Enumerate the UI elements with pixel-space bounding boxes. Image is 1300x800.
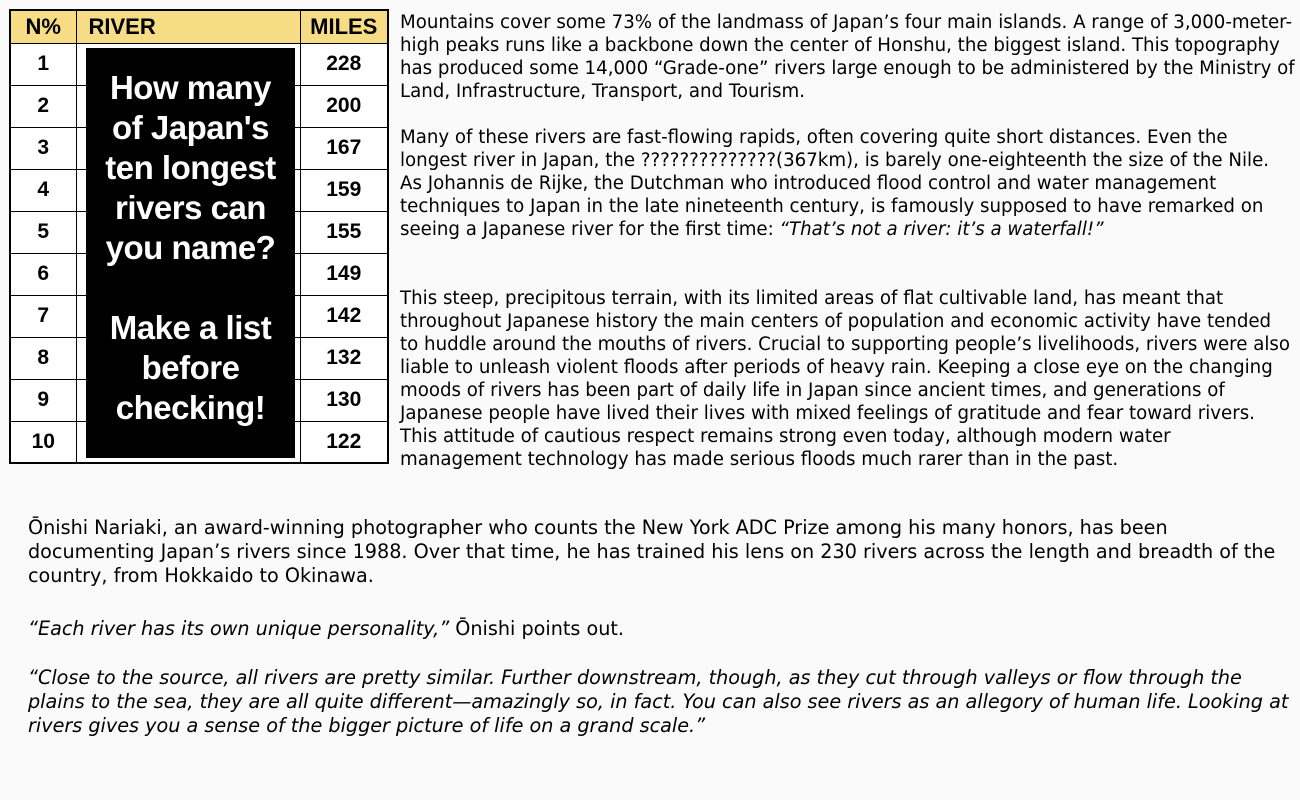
miles-cell: 159 [300, 169, 388, 211]
onishi-quote: “Each river has its own unique personality,” [28, 617, 450, 640]
quiz-instruction-line: before [141, 349, 240, 386]
rank-cell: 5 [10, 211, 76, 253]
rank-cell: 4 [10, 169, 76, 211]
rank-cell: 1 [10, 43, 76, 85]
rank-cell: 3 [10, 127, 76, 169]
rank-cell: 2 [10, 85, 76, 127]
quiz-question-line: rivers can [115, 189, 266, 226]
rank-cell: 6 [10, 253, 76, 295]
miles-cell: 155 [300, 211, 388, 253]
miles-cell: 228 [300, 43, 388, 85]
header-river: RIVER [76, 10, 300, 43]
paragraph-5-text: Ōnishi points out. [449, 617, 625, 640]
quiz-instruction-line: checking! [115, 389, 266, 426]
rank-cell: 7 [10, 295, 76, 337]
quiz-instruction-line: Make a list [109, 309, 272, 346]
rank-cell: 10 [10, 421, 76, 463]
rank-cell: 9 [10, 379, 76, 421]
article-paragraph-6: “Close to the source, all rivers are pretty similar. Further downstream, though, as they cut through valleys or flow through the plains to the sea, they are all quite different—amazingly so, in fact. You can also see rivers as an allegory of human life. Looking at rivers gives you a sense of the bigger picture of life on a grand scale.” [28, 666, 1289, 737]
quiz-question-line: How many [109, 69, 272, 106]
paragraph-2-text: Many of these rivers are fast-flowing rapids, often covering quite short distances. Even the longest river in Japan, the ??????????????(367km), is barely one-eighteenth the size of the Nile. As Johannis de Rijke, the Dutchman who introduced flood control and water management techniques to Japan in the late nineteenth century, is famously supposed to have remarked on seeing a Japanese river for the first time: [400, 127, 1270, 240]
miles-cell: 132 [300, 337, 388, 379]
quiz-question-line: ten longest [105, 149, 276, 186]
quiz-question-line: you name? [105, 229, 276, 266]
article-paragraph-1: Mountains cover some 73% of the landmass of Japan’s four main islands. A range of 3,000-meter-high peaks runs like a backbone down the center of Honshu, the biggest island. This topography has produced some 14,000 “Grade-one” rivers large enough to be administered by the Ministry of Land, Infrastructure, Transport, and Tourism. [400, 12, 1295, 102]
quiz-instruction [86, 308, 295, 428]
miles-cell: 149 [300, 253, 388, 295]
header-rank: N% [10, 10, 76, 43]
miles-cell: 142 [300, 295, 388, 337]
miles-cell: 200 [300, 85, 388, 127]
de-rijke-quote: “That’s not a river: it’s a waterfall!” [779, 219, 1104, 240]
table-header-row [10, 10, 388, 43]
article-paragraph-3: This steep, precipitous terrain, with its limited areas of flat cultivable land, has meant that throughout Japanese history the main centers of population and economic activity have tended to huddle around the mouths of rivers. Crucial to supporting people’s livelihoods, rivers were also liable to unleash violent floods after periods of heavy rain. Keeping a close eye on the changing moods of rivers has been part of daily life in Japan since ancient times, and generations of Japanese people have lived their lives with mixed feelings of gratitude and fear toward rivers. This attitude of cautious respect remains strong even today, although modern water management technology has made serious floods much rarer than in the past. [400, 288, 1291, 470]
quiz-question [86, 68, 295, 268]
miles-cell: 167 [300, 127, 388, 169]
quiz-overlay [86, 48, 295, 458]
miles-cell: 130 [300, 379, 388, 421]
header-miles: MILES [300, 10, 388, 43]
article-paragraph-5 [28, 617, 1293, 641]
quiz-question-line: of Japan's [112, 109, 269, 146]
miles-cell: 122 [300, 421, 388, 463]
article-paragraph-2 [400, 126, 1295, 241]
article-paragraph-4: Ōnishi Nariaki, an award-winning photographer who counts the New York ADC Prize among his many honors, has been documenting Japan’s rivers since 1988. Over that time, he has trained his lens on 230 rivers across the length and breadth of the country, from Hokkaido to Okinawa. [28, 516, 1276, 587]
rank-cell: 8 [10, 337, 76, 379]
